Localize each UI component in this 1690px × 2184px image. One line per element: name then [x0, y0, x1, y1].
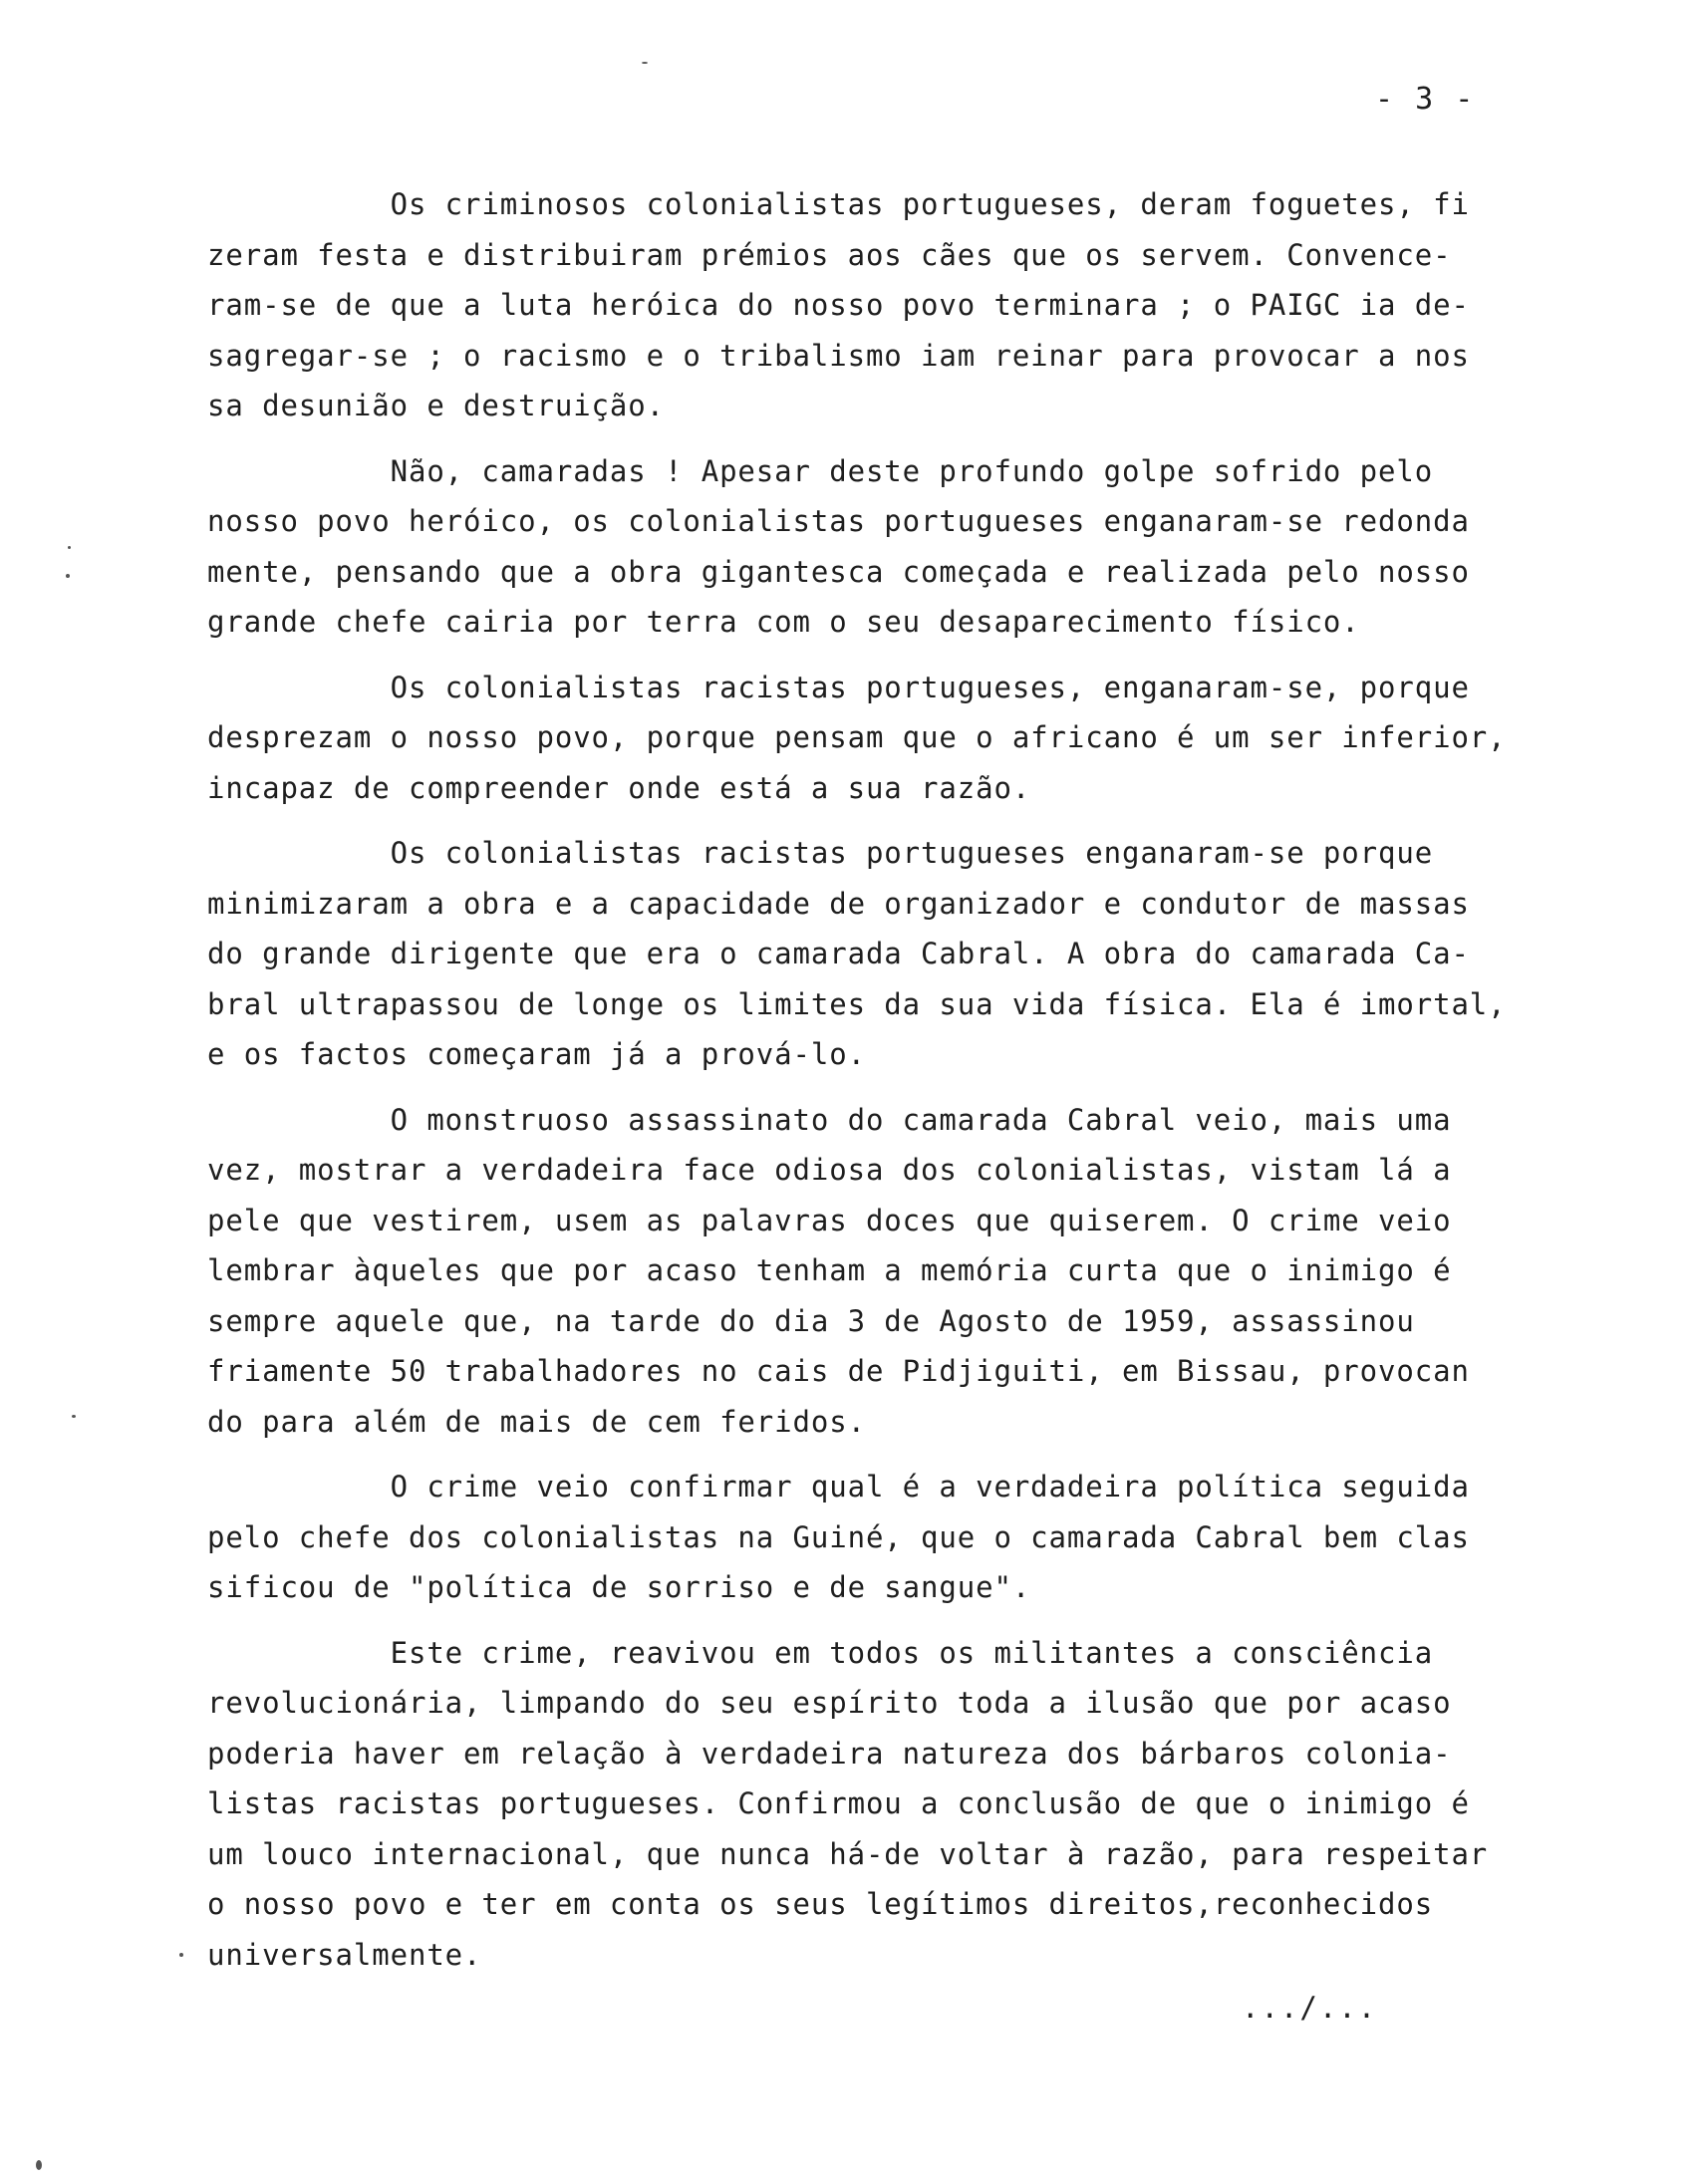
text-line: mente, pensando que a obra gigantesca começada e realizada pelo nosso	[207, 554, 1470, 589]
text-line: o nosso povo e ter em conta os seus legítimos direitos,reconhecidos	[207, 1887, 1434, 1921]
paragraph	[207, 1462, 1602, 1613]
page-number: - 3 -	[1375, 82, 1476, 117]
text-line: incapaz de compreender onde está a sua razão.	[207, 770, 1031, 805]
text-line: zeram festa e distribuiram prémios aos cães que os servem. Convence-	[207, 237, 1452, 272]
document-body	[207, 179, 1602, 1995]
paragraph	[207, 1095, 1602, 1448]
text-line: sa desunião e destruição.	[207, 389, 665, 422]
text-line: pele que vestirem, usem as palavras doces que quiserem. O crime veio	[207, 1203, 1452, 1237]
text-line: universalmente.	[207, 1937, 482, 1972]
paragraph	[207, 446, 1602, 648]
text-line: poderia haver em relação à verdadeira natureza dos bárbaros colonia-	[207, 1736, 1452, 1771]
scan-speck	[36, 2160, 42, 2170]
text-line: sagregar-se ; o racismo e o tribalismo iam reinar para provocar a nos	[207, 338, 1470, 373]
scan-speck	[68, 546, 71, 549]
paragraph	[207, 1628, 1602, 1981]
text-line: sificou de "política de sorriso e de sangue".	[207, 1570, 1031, 1604]
text-line: bral ultrapassou de longe os limites da sua vida física. Ela é imortal,	[207, 986, 1507, 1021]
text-line: O crime veio confirmar qual é a verdadeira política seguida	[207, 1470, 1470, 1503]
text-line: grande chefe cairia por terra com o seu desaparecimento físico.	[207, 605, 1360, 639]
text-line: vez, mostrar a verdadeira face odiosa dos colonialistas, vistam lá a	[207, 1153, 1452, 1187]
text-line: Não, camaradas ! Apesar deste profundo golpe sofrido pelo	[207, 453, 1434, 488]
text-line: do grande dirigente que era o camarada Cabral. A obra do camarada Ca-	[207, 937, 1470, 970]
scan-speck	[179, 1953, 183, 1957]
text-line: O monstruoso assassinato do camarada Cabral veio, mais uma	[207, 1102, 1452, 1137]
text-line: Este crime, reavivou em todos os militantes a consciência	[207, 1635, 1434, 1670]
text-line: Os colonialistas racistas portugueses enganaram-se porque	[207, 836, 1434, 870]
text-line: sempre aquele que, na tarde do dia 3 de Agosto de 1959, assassinou	[207, 1303, 1415, 1338]
text-line: um louco internacional, que nunca há-de voltar à razão, para respeitar	[207, 1836, 1489, 1871]
paragraph	[207, 663, 1602, 814]
text-line: lembrar àqueles que por acaso tenham a memória curta que o inimigo é	[207, 1253, 1452, 1287]
text-line: minimizaram a obra e a capacidade de organizador e condutor de massas	[207, 886, 1470, 921]
text-line: Os colonialistas racistas portugueses, enganaram-se, porque	[207, 670, 1470, 704]
text-line: ram-se de que a luta heróica do nosso povo terminara ; o PAIGC ia de-	[207, 288, 1470, 322]
text-line: revolucionária, limpando do seu espírito toda a ilusão que por acaso	[207, 1686, 1452, 1720]
scan-speck	[66, 574, 70, 578]
text-line: Os criminosos colonialistas portugueses, deram foguetes, fi	[207, 187, 1470, 221]
text-line: pelo chefe dos colonialistas na Guiné, que o camarada Cabral bem clas	[207, 1519, 1470, 1554]
scan-speck	[642, 62, 648, 64]
continuation-mark: .../...	[1242, 1991, 1378, 2025]
text-line: friamente 50 trabalhadores no cais de Pidjiguiti, em Bissau, provocan	[207, 1354, 1470, 1388]
scan-speck	[72, 1415, 76, 1418]
text-line: do para além de mais de cem feridos.	[207, 1404, 866, 1439]
text-line: desprezam o nosso povo, porque pensam que o africano é um ser inferior,	[207, 720, 1507, 754]
text-line: e os factos começaram já a prová-lo.	[207, 1037, 866, 1071]
paragraph	[207, 828, 1602, 1080]
text-line: nosso povo heróico, os colonialistas portugueses enganaram-se redonda	[207, 504, 1470, 538]
text-line: listas racistas portugueses. Confirmou a conclusão de que o inimigo é	[207, 1786, 1470, 1820]
paragraph	[207, 179, 1602, 431]
